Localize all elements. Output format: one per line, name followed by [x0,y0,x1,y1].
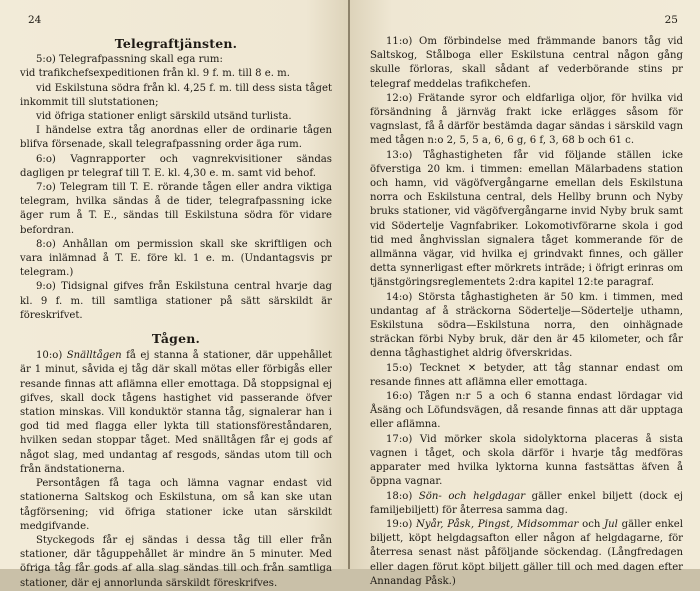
paragraph-5: 5:o) Telegrafpassning skall ega rum: [36,54,223,66]
paragraph-9: 9:o) Tidsignal gifves från Eskilstuna central hvarje dag kl. 9 f. m. till samtliga stationer på sätt särskildt är föreskrifvet. [20,281,332,321]
paragraph-5-line-b: vid Eskilstuna södra från kl. 4,25 f. m. till dess sista tåget inkommit till slutstationen; [20,82,332,108]
paragraph-19-title: Nyår, Påsk, Pingst, Midsommar [416,518,579,530]
paragraph-10-title: Snälltågen [66,350,122,362]
paragraph-19 [370,518,683,589]
paragraph-10 [20,349,332,477]
paragraph-18-title: Sön- och helgdagar [418,490,526,502]
paragraph-19-number: 19:o) [386,518,413,530]
page-number-left: 24 [28,14,42,26]
page-number-right: 25 [664,14,678,26]
right-page-content [350,35,700,589]
paragraph-19-text: gäller enkel biljett, köpt helgdagsafton eller någon af helgdagarne, för återresa senast näst påföljande söckendag. (Långfredagen eller dagen förut köpt biljett gäller till och med dagen efter Annandag Påsk.) [370,518,683,587]
paragraph-18-number: 18:o) [386,490,413,502]
paragraph-5-line-a: vid trafikchefsexpeditionen från kl. 9 f. m. till 8 e. m. [20,68,290,80]
paragraph-5-line-c: vid öfriga stationer enligt särskild utsänd turlista. [36,111,292,123]
paragraph-18 [370,490,683,518]
left-page [0,0,348,589]
paragraph-12: 12:o) Frätande syror och eldfarliga oljor, för hvilka vid försändning å järnväg frakt icke erlägges såsom för vagnslast, få å därför bestämda dagar sändas i särskild vagn med tågen n:o 2, 5, 5 a, 6, 6 g, 6 f, 3, 68 b och 61 c. [370,92,683,147]
paragraph-7: 7:o) Telegram till T. E. rörande tågen eller andra viktiga telegram, hvilka sändas å de tider, telegrafpassning icke äger rum å T. E., sändas till Eskilstuna södra för vidare befordran. [20,182,332,236]
paragraph-6: 6:o) Vagnrapporter och vagnrekvisitioner sändas dagligen pr telegraf till T. E. kl. 4,30 e. m. samt vid behof. [20,153,332,179]
left-page-content [0,34,348,591]
paragraph-16: 16:o) Tågen n:r 5 a och 6 stanna endast lördagar vid Åsäng och Löfundsvägen, då resande finnas att där upptaga eller aflämna. [370,391,683,431]
paragraph-18-text: gäller enkel biljett (dock ej familjebiljett) för återresa samma dag. [370,490,683,516]
paragraph-persontagen: Persontågen få taga och lämna vagnar endast vid stationerna Saltskog och Eskilstuna, om så kan ske utan tågförsening; vid öfriga stationer icke utan särskildt medgifvande. [20,478,332,532]
paragraph-13: 13:o) Tåghastigheten får vid följande ställen icke öfverstiga 20 km. i timmen: emellan Mälarbadens station och hamn, vid vägöfvergångarne emellan dels Eskilstuna norra och Eskilstuna central, dels Hellby brunn och Nyby bruks stationer, vid vägöfvergångarne invid Nyby bruk samt vid Södertelje Vagnfabriker. Lokomotivförarne skola i god tid med ånghvisslan signalera tåget kommerande för de allmänna vägar, vid hvilka ej grindvakt finnes, och gäller detta synnerligast efter mörkrets inträde; i öfrigt erinras om tjänstgöringsreglementets 2:dra kapitel 12:te paragraf. [370,149,683,289]
paragraph-17: 17:o) Vid mörker skola sidolyktorna placeras å sista vagnen i tåget, och skola därför i hvarje tåg medföras apparater med hvilka lyktorna kunna fastsättas äfven å öppna vagnar. [370,433,683,488]
section-heading-tagen: Tågen. [151,331,201,347]
paragraph-19-title-jul: Jul [604,518,618,530]
paragraph-14: 14:o) Största tåghastigheten är 50 km. i timmen, med undantag af å sträckorna Södertelje—Södertelje uthamn, Eskilstuna södra—Eskilstuna norra, den oinhägnade sträckan förbi Nyby bruk, där den är 45 kilometer, och får denna tåghastighet aldrig öfverskridas. [370,291,683,360]
paragraph-11: 11:o) Om förbindelse med främmande banors tåg vid Saltskog, Stålboga eller Eskilstuna central någon gång skulle förloras, skall sådant af vederbörande stins pr telegraf meddelas trafikchefen. [370,36,683,90]
paragraph-10-number: 10:o) [36,350,63,362]
paragraph-styckegods: Styckegods får ej sändas i dessa tåg till eller från stationer, där tåguppehållet är mindre än 5 minuter. Med öfriga tåg får gods af alla slag sändas till och från samtliga stationer, där ej annorlunda särskildt föreskrifves. [20,534,332,589]
paragraph-8: 8:o) Anhållan om permission skall ske skriftligen och vara inlämnad å T. E. före kl. 1 e. m. (Undantagsvis pr telegram.) [20,238,332,279]
paragraph-15: 15:o) Tecknet ✕ betyder, att tåg stannar endast om resande finnes att aflämna eller emottaga. [370,362,683,388]
paragraph-5-note: I händelse extra tåg anordnas eller de ordinarie tågen blifva försenade, skall telegrafpassning order äga rum. [20,125,332,151]
section-heading-telegraf: Telegraftjänsten. [114,36,238,51]
right-page [350,0,700,587]
paragraph-10-text: få ej stanna å stationer, där uppehållet är 1 minut, såvida ej tåg där skall mötas eller förbigås eller resande finnas att aflämna eller emottaga. Då stoppsignal ej gifves, skall dock tågens hastighet vid passerande öfver station minskas. Vill konduktör stanna tåg, signalerar han i god tid med flagga eller lykta till stationsföreståndaren, hvilken sedan stoppar tåget. Med snälltågen får ej gods af något slag, med undantag af resgods, sändas utom till och från ändstationerna. [20,350,332,475]
paragraph-19-och: och [582,518,601,530]
